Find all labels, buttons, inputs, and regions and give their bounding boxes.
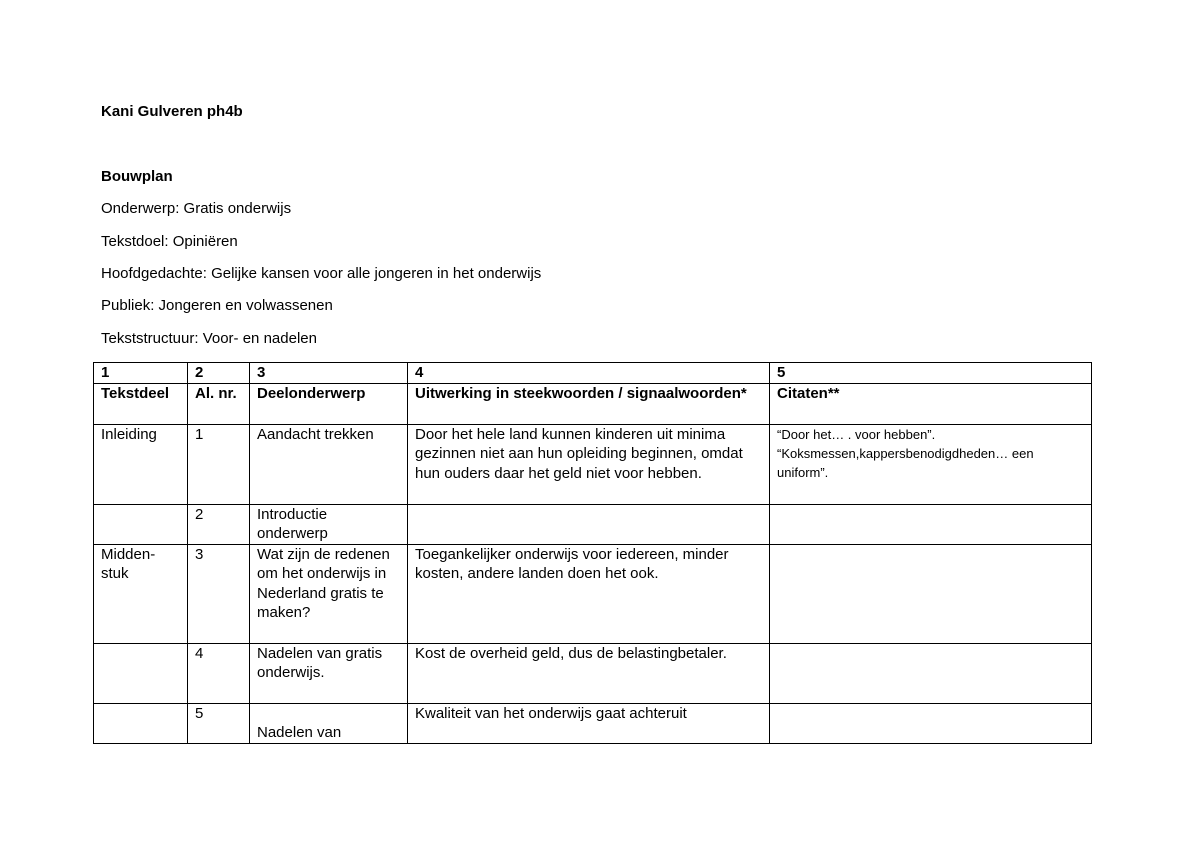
bouwplan-table (93, 362, 1092, 744)
cell-deelonderwerp: Aandacht trekken (250, 424, 408, 504)
cell-nr: 5 (188, 703, 250, 743)
header-deelonderwerp: Deelonderwerp (250, 383, 408, 424)
table-row (94, 703, 1092, 743)
cell-deelonderwerp: Nadelen van gratis onderwijs. (250, 643, 408, 703)
cell-nr: 1 (188, 424, 250, 504)
tekstdoel-line: Tekstdoel: Opiniëren (101, 233, 238, 250)
column-header-row (94, 383, 1092, 424)
plan-title: Bouwplan (101, 168, 173, 185)
cell-tekstdeel (94, 643, 188, 703)
cell-citaten (770, 504, 1092, 544)
publiek-line: Publiek: Jongeren en volwassenen (101, 297, 333, 314)
cell-deelonderwerp: Nadelen van (250, 703, 408, 743)
cell-uitwerking: Toegankelijker onderwijs voor iedereen, minder kosten, andere landen doen het ook. (408, 544, 770, 643)
column-number: 2 (188, 363, 250, 384)
cell-deelonderwerp (250, 504, 408, 544)
table-row (94, 544, 1092, 643)
author-line: Kani Gulveren ph4b (101, 103, 243, 120)
cell-tekstdeel (94, 504, 188, 544)
cell-tekstdeel: Inleiding (94, 424, 188, 504)
header-citaten: Citaten** (770, 383, 1092, 424)
column-number: 4 (408, 363, 770, 384)
cell-uitwerking: Kost de overheid geld, dus de belastingbetaler. (408, 643, 770, 703)
table-row (94, 643, 1092, 703)
cell-tekstdeel: Midden-stuk (94, 544, 188, 643)
header-uitwerking: Uitwerking in steekwoorden / signaalwoorden* (408, 383, 770, 424)
cell-citaten (770, 544, 1092, 643)
cell-uitwerking (408, 504, 770, 544)
cell-nr: 2 (188, 504, 250, 544)
cell-citaten (770, 643, 1092, 703)
onderwerp-line: Onderwerp: Gratis onderwijs (101, 200, 292, 217)
header-al-nr: Al. nr. (188, 383, 250, 424)
hoofdgedachte-line: Hoofdgedachte: Gelijke kansen voor alle jongeren in het onderwijs (101, 265, 542, 282)
cell-uitwerking: Door het hele land kunnen kinderen uit minima gezinnen niet aan hun opleiding beginnen, omdat hun ouders daar het geld niet voor hebben. (408, 424, 770, 504)
column-number: 5 (770, 363, 1092, 384)
cell-citaten: “Door het… . voor hebben”. “Koksmessen,kappersbenodigdheden… een uniform”. (770, 424, 1092, 504)
table-row (94, 504, 1092, 544)
cell-deelonderwerp: Wat zijn de redenen om het onderwijs in Nederland gratis te maken? (250, 544, 408, 643)
cell-nr: 4 (188, 643, 250, 703)
cell-citaten (770, 703, 1092, 743)
header-tekstdeel: Tekstdeel (94, 383, 188, 424)
deelonderwerp-text: Introductie onderwerp (257, 505, 328, 542)
cell-nr: 3 (188, 544, 250, 643)
table-row (94, 424, 1092, 504)
column-number: 1 (94, 363, 188, 384)
cell-tekstdeel (94, 703, 188, 743)
cell-uitwerking: Kwaliteit van het onderwijs gaat achteruit (408, 703, 770, 743)
tekststructuur-line: Tekststructuur: Voor- en nadelen (101, 330, 317, 347)
column-number-row (94, 363, 1092, 384)
column-number: 3 (250, 363, 408, 384)
